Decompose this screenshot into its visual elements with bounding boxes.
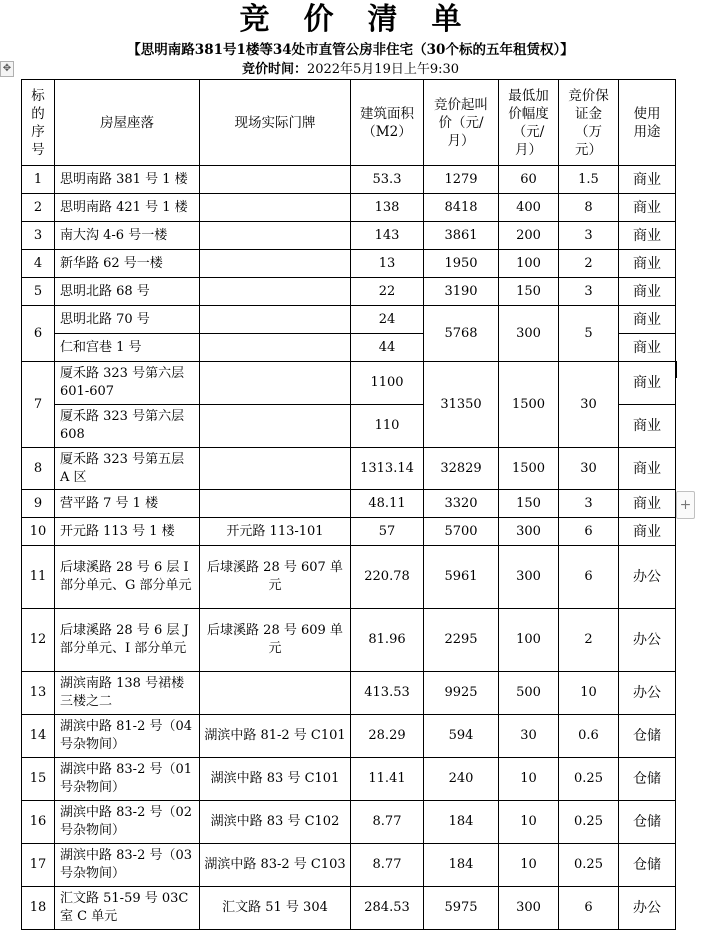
- cell-no: 4: [22, 250, 55, 278]
- cell-plate: [200, 334, 351, 362]
- document-title: 竞价清单: [239, 2, 496, 37]
- move-cross-icon: ✥: [2, 63, 12, 74]
- cell-deposit: 10: [559, 672, 619, 715]
- header-increment: 最低加价幅度（元/月）: [499, 80, 559, 166]
- cell-no: 14: [22, 715, 55, 758]
- table-row: [22, 362, 676, 405]
- cell-usage: 商业: [619, 250, 676, 278]
- cell-location: 湖滨中路 83-2 号（03 号杂物间）: [55, 844, 200, 887]
- table-row: [22, 844, 676, 887]
- table-row: [22, 166, 676, 194]
- cell-area: 220.78: [351, 546, 424, 609]
- cell-location: 新华路 62 号一楼: [55, 250, 200, 278]
- cell-increment: 200: [499, 222, 559, 250]
- cell-plate: 后埭溪路 28 号 609 单元: [200, 609, 351, 672]
- table-row: [22, 306, 676, 334]
- cell-deposit: 3: [559, 490, 619, 518]
- cell-plate: [200, 194, 351, 222]
- cell-deposit: 0.25: [559, 801, 619, 844]
- table-row: [22, 518, 676, 546]
- cell-usage: 商业: [619, 448, 676, 490]
- cell-no: 11: [22, 546, 55, 609]
- document-subtitle: 【思明南路381号1楼等34处市直管公房非住宅（30个标的五年租赁权）】: [127, 42, 574, 58]
- cell-area: 57: [351, 518, 424, 546]
- table-row: [22, 448, 676, 490]
- cell-no: 13: [22, 672, 55, 715]
- cell-deposit: 1.5: [559, 166, 619, 194]
- cell-area: 11.41: [351, 758, 424, 801]
- cell-location: 思明北路 70 号: [55, 306, 200, 334]
- cell-usage: 办公: [619, 546, 676, 609]
- cell-usage: 仓储: [619, 758, 676, 801]
- cell-no: 8: [22, 448, 55, 490]
- cell-deposit: 3: [559, 278, 619, 306]
- cell-plate: 汇文路 51 号 304: [200, 887, 351, 930]
- cell-start-price: 31350: [424, 362, 499, 448]
- auction-time: [0, 61, 701, 78]
- cell-start-price: 1950: [424, 250, 499, 278]
- cell-increment: 100: [499, 609, 559, 672]
- cell-area: 44: [351, 334, 424, 362]
- cell-no: 15: [22, 758, 55, 801]
- cell-no: 17: [22, 844, 55, 887]
- cell-location: 后埭溪路 28 号 6 层 J 部分单元、I 部分单元: [55, 609, 200, 672]
- cell-no: 9: [22, 490, 55, 518]
- cell-plate: [200, 222, 351, 250]
- cell-increment: 300: [499, 887, 559, 930]
- cell-usage: 办公: [619, 609, 676, 672]
- cell-plate: [200, 362, 351, 405]
- cell-no: 10: [22, 518, 55, 546]
- header-usage: 使用用途: [619, 80, 676, 166]
- cell-increment: 60: [499, 166, 559, 194]
- cell-plate: [200, 166, 351, 194]
- cell-area: 8.77: [351, 844, 424, 887]
- cell-usage: 商业: [619, 166, 676, 194]
- auction-time-label: 竞价时间：: [241, 62, 307, 77]
- cell-area: 8.77: [351, 801, 424, 844]
- cell-deposit: 0.25: [559, 844, 619, 887]
- header-area: 建筑面积（M2）: [351, 80, 424, 166]
- cell-increment: 30: [499, 715, 559, 758]
- cell-start-price: 594: [424, 715, 499, 758]
- cell-increment: 400: [499, 194, 559, 222]
- cell-plate: [200, 672, 351, 715]
- cell-start-price: 3190: [424, 278, 499, 306]
- cell-plate: [200, 405, 351, 448]
- cell-usage: 商业: [619, 194, 676, 222]
- cell-area: 24: [351, 306, 424, 334]
- cell-start-price: 5961: [424, 546, 499, 609]
- cell-increment: 150: [499, 490, 559, 518]
- cell-start-price: 5700: [424, 518, 499, 546]
- header-no: 标的序号: [22, 80, 55, 166]
- cell-deposit: 6: [559, 887, 619, 930]
- cell-location: 湖滨中路 83-2 号（01 号杂物间）: [55, 758, 200, 801]
- cell-location: 厦禾路 323 号第六层 601-607: [55, 362, 200, 405]
- cell-location: 湖滨中路 81-2 号（04 号杂物间）: [55, 715, 200, 758]
- table-row: [22, 194, 676, 222]
- cell-usage: 商业: [619, 306, 676, 334]
- cell-increment: 100: [499, 250, 559, 278]
- cell-deposit: 3: [559, 222, 619, 250]
- cell-deposit: 0.6: [559, 715, 619, 758]
- cell-deposit: 8: [559, 194, 619, 222]
- cell-location: 厦禾路 323 号第五层 A 区: [55, 448, 200, 490]
- header-start-price: 竞价起叫价（元/月）: [424, 80, 499, 166]
- cell-area: 110: [351, 405, 424, 448]
- header-plate: 现场实际门牌: [200, 80, 351, 166]
- cell-usage: 商业: [619, 490, 676, 518]
- cell-deposit: 2: [559, 250, 619, 278]
- table-row: [22, 887, 676, 930]
- cell-location: 厦禾路 323 号第六层 608: [55, 405, 200, 448]
- cell-location: 思明北路 68 号: [55, 278, 200, 306]
- cell-area: 28.29: [351, 715, 424, 758]
- auction-time-value: 2022年5月19日上午9:30: [306, 62, 460, 77]
- cell-usage: 商业: [619, 405, 676, 448]
- cell-usage: 商业: [619, 518, 676, 546]
- cell-location: 湖滨中路 83-2 号（02 号杂物间）: [55, 801, 200, 844]
- cell-location: 南大沟 4-6 号一楼: [55, 222, 200, 250]
- cell-no: 6: [22, 306, 55, 362]
- cell-usage: 办公: [619, 672, 676, 715]
- table-header-row: [22, 80, 676, 166]
- cell-location: 营平路 7 号 1 楼: [55, 490, 200, 518]
- cell-plate: 湖滨中路 83-2 号 C103: [200, 844, 351, 887]
- cell-start-price: 3861: [424, 222, 499, 250]
- cell-start-price: 240: [424, 758, 499, 801]
- cell-start-price: 9925: [424, 672, 499, 715]
- cell-increment: 1500: [499, 362, 559, 448]
- cell-increment: 10: [499, 844, 559, 887]
- cell-start-price: 1279: [424, 166, 499, 194]
- table-move-handle[interactable]: [0, 61, 14, 77]
- cell-plate: 湖滨中路 81-2 号 C101: [200, 715, 351, 758]
- cell-increment: 10: [499, 758, 559, 801]
- cell-no: 7: [22, 362, 55, 448]
- cell-increment: 1500: [499, 448, 559, 490]
- cell-area: 1313.14: [351, 448, 424, 490]
- table-row: [22, 758, 676, 801]
- cell-start-price: 184: [424, 844, 499, 887]
- cell-location: 后埭溪路 28 号 6 层 I 部分单元、G 部分单元: [55, 546, 200, 609]
- cell-area: 81.96: [351, 609, 424, 672]
- cell-area: 53.3: [351, 166, 424, 194]
- table-row: [22, 609, 676, 672]
- table-row: [22, 222, 676, 250]
- cell-plate: [200, 490, 351, 518]
- cell-location: 思明南路 381 号 1 楼: [55, 166, 200, 194]
- cell-plate: 开元路 113-101: [200, 518, 351, 546]
- cell-deposit: 6: [559, 518, 619, 546]
- cell-plate: 后埭溪路 28 号 607 单元: [200, 546, 351, 609]
- cell-area: 13: [351, 250, 424, 278]
- header-location: 房屋座落: [55, 80, 200, 166]
- cell-increment: 10: [499, 801, 559, 844]
- cell-no: 18: [22, 887, 55, 930]
- cell-location: 开元路 113 号 1 楼: [55, 518, 200, 546]
- cell-usage: 仓储: [619, 801, 676, 844]
- cell-deposit: 30: [559, 362, 619, 448]
- plus-icon: +: [679, 497, 692, 513]
- cell-usage: 商业: [619, 362, 676, 405]
- cell-plate: [200, 278, 351, 306]
- add-row-button[interactable]: [676, 491, 695, 519]
- cell-plate: 湖滨中路 83 号 C102: [200, 801, 351, 844]
- cell-usage: 商业: [619, 334, 676, 362]
- cell-start-price: 184: [424, 801, 499, 844]
- cell-area: 1100: [351, 362, 424, 405]
- cell-start-price: 2295: [424, 609, 499, 672]
- cell-no: 5: [22, 278, 55, 306]
- cell-location: 思明南路 421 号 1 楼: [55, 194, 200, 222]
- cell-plate: [200, 448, 351, 490]
- cell-usage: 仓储: [619, 844, 676, 887]
- cell-plate: 湖滨中路 83 号 C101: [200, 758, 351, 801]
- table-row: [22, 801, 676, 844]
- cell-increment: 300: [499, 306, 559, 362]
- cell-increment: 500: [499, 672, 559, 715]
- cell-start-price: 5975: [424, 887, 499, 930]
- cell-start-price: 5768: [424, 306, 499, 362]
- cell-location: 湖滨南路 138 号裙楼三楼之二: [55, 672, 200, 715]
- bid-table: [21, 79, 676, 930]
- cell-usage: 商业: [619, 222, 676, 250]
- cell-area: 413.53: [351, 672, 424, 715]
- cell-deposit: 30: [559, 448, 619, 490]
- cell-no: 12: [22, 609, 55, 672]
- cell-increment: 300: [499, 546, 559, 609]
- cell-usage: 商业: [619, 278, 676, 306]
- cell-location: 仁和宫巷 1 号: [55, 334, 200, 362]
- table-row: [22, 490, 676, 518]
- cell-deposit: 2: [559, 609, 619, 672]
- cell-start-price: 3320: [424, 490, 499, 518]
- cell-deposit: 0.25: [559, 758, 619, 801]
- cell-usage: 办公: [619, 887, 676, 930]
- cell-no: 1: [22, 166, 55, 194]
- table-row: [22, 715, 676, 758]
- cell-no: 3: [22, 222, 55, 250]
- table-row: [22, 250, 676, 278]
- table-row: [22, 278, 676, 306]
- cell-area: 143: [351, 222, 424, 250]
- cell-area: 284.53: [351, 887, 424, 930]
- table-row: [22, 672, 676, 715]
- cell-area: 22: [351, 278, 424, 306]
- cell-no: 16: [22, 801, 55, 844]
- cell-start-price: 8418: [424, 194, 499, 222]
- cell-start-price: 32829: [424, 448, 499, 490]
- cell-plate: [200, 306, 351, 334]
- cell-area: 48.11: [351, 490, 424, 518]
- cell-no: 2: [22, 194, 55, 222]
- table-row: [22, 546, 676, 609]
- cell-increment: 150: [499, 278, 559, 306]
- cell-deposit: 5: [559, 306, 619, 362]
- cell-location: 汇文路 51-59 号 03C 室 C 单元: [55, 887, 200, 930]
- cell-plate: [200, 250, 351, 278]
- cell-usage: 仓储: [619, 715, 676, 758]
- cell-deposit: 6: [559, 546, 619, 609]
- header-deposit: 竞价保证金（万元）: [559, 80, 619, 166]
- cell-increment: 300: [499, 518, 559, 546]
- cell-area: 138: [351, 194, 424, 222]
